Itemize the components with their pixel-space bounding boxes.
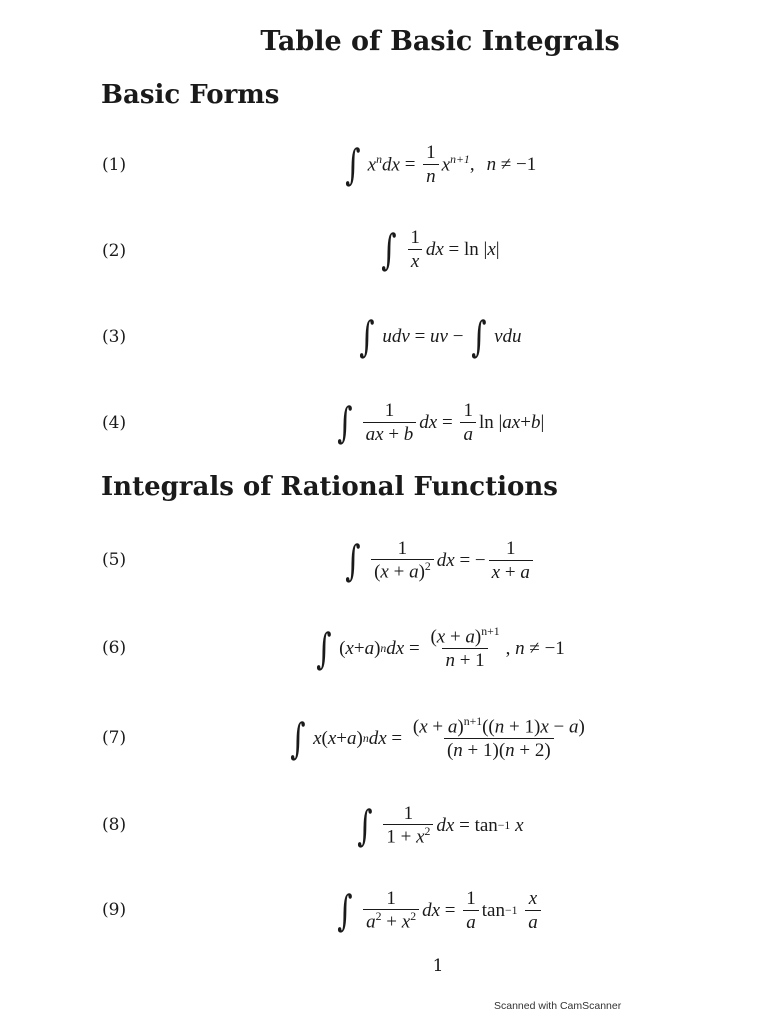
equation-number: (1)	[102, 155, 127, 175]
page-title: Table of Basic Integrals	[260, 26, 620, 57]
equation-6: ∫ ( x + a ) n dx = $\frac{(x + a)^{n+1}}{n + 1}$ , n ≠ −1	[316, 624, 565, 673]
equation-number: (5)	[102, 550, 127, 570]
equation-5: ∫ $\frac{1}{(x + a)^2}$ dx = − $\frac{1}{x + a}$	[0, 535, 768, 587]
equation-9: ∫ $\frac{1}{a^2 + x^2}$ dx = $\frac{1}{a}$ tan −1 $\frac{x}{a}$	[0, 885, 768, 937]
equation-number: (3)	[102, 327, 127, 347]
equation-number: (7)	[102, 728, 127, 748]
equation-7: ∫ x ( x + a ) n dx = $\frac{(x + a)^{n+1}((n + 1)x - a)}{(n + 1)(n + 2)}$	[290, 714, 585, 763]
equation-8: ∫ $\frac{1}{1 + x^2}$ dx = tan −1 x	[357, 801, 524, 850]
scan-watermark: Scanned with CamScanner	[494, 1000, 622, 1012]
page-number: 1	[432, 956, 444, 976]
equation-number: (8)	[102, 815, 127, 835]
equation-4: ∫ $\frac{1}{ax + b}$ dx = $\frac{1}{a}$ ln | ax + b |	[337, 398, 545, 447]
equation-2: ∫ $\frac{1}{x}$ dx = ln | x |	[381, 225, 500, 274]
section-heading-basic-forms: Basic Forms	[101, 80, 280, 110]
equation-number: (2)	[102, 241, 127, 261]
equation-number: (6)	[102, 638, 127, 658]
section-heading-rational-functions: Integrals of Rational Functions	[101, 472, 558, 502]
equation-number: (4)	[102, 413, 127, 433]
equation-3: ∫ udv = uv − ∫ vdu	[359, 312, 522, 361]
equation-number: (9)	[102, 900, 127, 920]
equation-1: ∫ $x^ndx$ = $\frac{1}{n}$ $x^{n+1}$ , n ≠ −1	[345, 140, 537, 189]
